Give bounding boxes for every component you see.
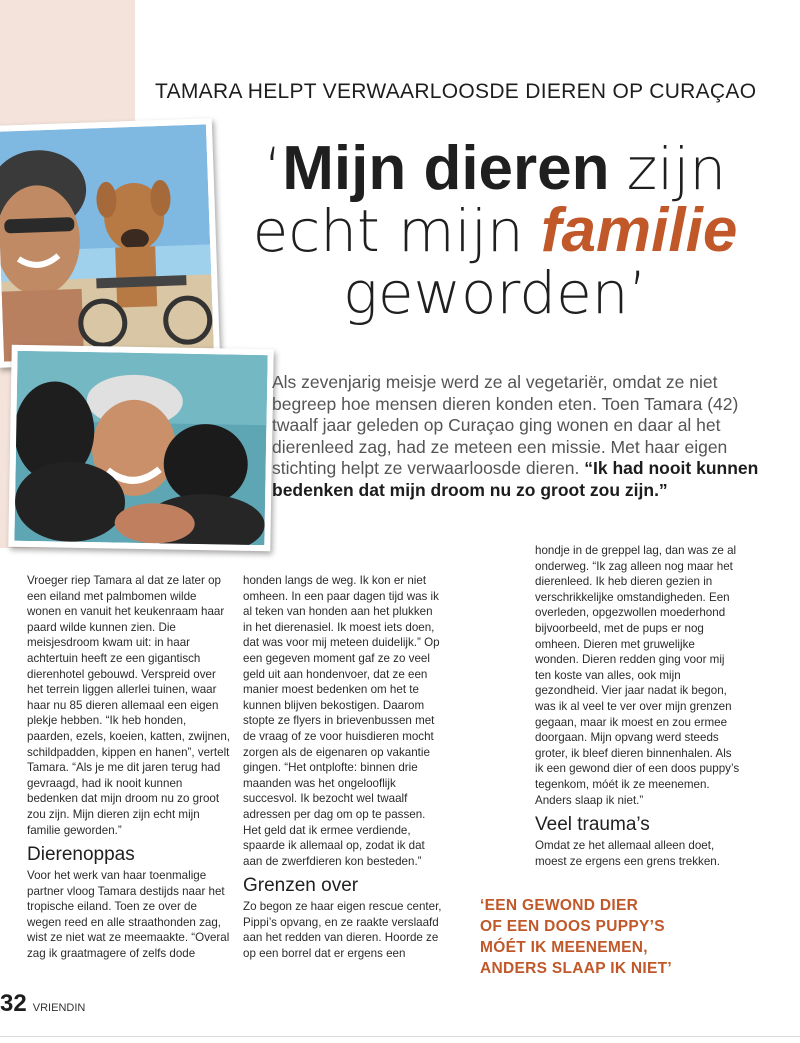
subheading-dierenoppas: Dierenoppas <box>27 844 135 866</box>
photo-woman-with-dog-wheelchair-image <box>0 124 214 361</box>
article-headline <box>210 134 780 327</box>
headline-word-echt-mijn: echt mijn <box>252 197 524 265</box>
article-intro <box>272 372 777 501</box>
subheading-grenzen-over: Grenzen over <box>243 875 359 897</box>
headline-accent-familie: familie <box>540 196 738 265</box>
pull-quote-line-3: MÓÉT IK MEENEMEN, <box>480 939 648 956</box>
headline-word-geworden: geworden <box>343 259 629 327</box>
bottom-divider <box>0 1036 800 1037</box>
pull-quote-line-1: ‘EEN GEWOND DIER <box>480 897 639 914</box>
column-3-paragraph-1: hondje in de greppel lag, dan was ze al onderweg. “Ik zag alleen nog maar het dierenleed. Ik heb dieren gezien in verschrikkelijke omstandigheden. Een overleden, opgezwollen moederhond bijvoorbeeld, met de pups er nog omheen. Dieren met gruwelijke wonden. Dieren redden ging voor mij ten koste van alles, ook mijn gezondheid. Vier jaar nadat ik begon, was ik al veel te ver over mijn grenzen gegaan, maar ik moest en zou ermee doorgaan. Mijn opvang werd steeds groter, ik bleef dieren binnenhalen. Als ik een gewond dier of een doos puppy’s tegenkom, móét ik ze meenemen. Anders slaap ik niet.” <box>535 544 740 807</box>
pull-quote <box>480 895 740 979</box>
page-footer <box>0 990 85 1018</box>
column-1-paragraph-2: Voor het werk van haar toenmalige partner vloog Tamara destijds naar het tropische eiland. Toen ze over de wegen reed en alle straathonden zag, wist ze niet wat ze meemaakte. “Overal zag ik graatmagere of zelfs dode <box>27 869 230 961</box>
body-column-2 <box>243 573 443 962</box>
pull-quote-line-4: ANDERS SLAAP IK NIET’ <box>480 960 673 977</box>
page-number: 32 <box>0 990 27 1017</box>
column-2-paragraph-1: honden langs de weg. Ik kon er niet omheen. In een paar dagen tijd was ik al teken van honden aan het plukken in het dierenasiel. Ik moest iets doen, dat was voor mij meteen duidelijk.” Op een gegeven moment gaf ze zo veel geld uit aan hondenvoer, dat ze een manier moest bedenken om het te kunnen blijven bekostigen. Daarom stopte ze flyers in brievenbussen met de vraag of ze voor huisdieren mocht zorgen als de eigenaren op vakantie gingen. “Het ontplofte: binnen drie maanden was het ongelooflijk succesvol. Ik bezocht wel twaalf adressen per dag om op te passen. Het geld dat ik ermee verdiende, spaarde ik allemaal op, zodat ik dat aan de zwerfdieren kon besteden.” <box>243 574 440 868</box>
body-column-1 <box>27 573 232 962</box>
photo-woman-with-puppies <box>8 345 273 552</box>
headline-word-zijn: zijn <box>626 135 727 203</box>
headline-close-quote: ’ <box>628 259 647 327</box>
photo-woman-with-puppies-image <box>14 351 267 545</box>
photo-woman-with-dog-wheelchair <box>0 118 220 368</box>
column-2-paragraph-2: Zo begon ze haar eigen rescue center, Pippi’s opvang, en ze raakte verslaafd aan het redden van dieren. Hoorde ze op een borrel dat er ergens een <box>243 900 442 961</box>
intro-text: Als zevenjarig meisje werd ze al vegetariër, omdat ze niet begreep hoe mensen dieren konden eten. Toen Tamara (42) twaalf jaar geleden op Curaçao ging wonen en daar al het dierenleed zag, had ze meteen een missie. Met haar eigen stichting helpt ze verwaarloosde dieren. <box>272 372 739 478</box>
intro-quote: “Ik had nooit kunnen bedenken dat mijn droom nu zo groot zou zijn.” <box>272 458 759 500</box>
article-kicker: TAMARA HELPT VERWAARLOOSDE DIEREN OP CURAÇAO <box>155 80 757 103</box>
column-3-paragraph-2: Omdat ze het allemaal alleen doet, moest ze ergens een grens trekken. <box>535 839 720 868</box>
body-column-3 <box>535 543 740 869</box>
magazine-name: VRIENDIN <box>32 1002 86 1014</box>
subheading-veel-traumas: Veel trauma’s <box>535 814 650 836</box>
pull-quote-line-2: OF EEN DOOS PUPPY’S <box>480 918 665 935</box>
column-1-paragraph-1: Vroeger riep Tamara al dat ze later op een eiland met palmbomen wilde wonen en vanuit het keukenraam haar paard wilde kunnen zien. Die meisjesdroom kwam uit: in haar achtertuin heeft ze een gigantisch dierenhotel gebouwd. Verspreid over het terrein liggen allerlei tuinen, waar haar nu 85 dieren allemaal een eigen plekje hebben. “Ik heb honden, paarden, ezels, koeien, katten, zwijnen, schildpadden, kippen en hanen”, vertelt Tamara. “Als je me dit jaren terug had gevraagd, had ik nooit kunnen bedenken dat mijn droom nu zo groot zou zijn. Mijn dieren zijn echt mijn familie geworden.” <box>27 574 231 837</box>
headline-open-quote: ‘ <box>263 135 283 203</box>
headline-word-mijn-dieren: Mijn dieren <box>282 134 610 203</box>
